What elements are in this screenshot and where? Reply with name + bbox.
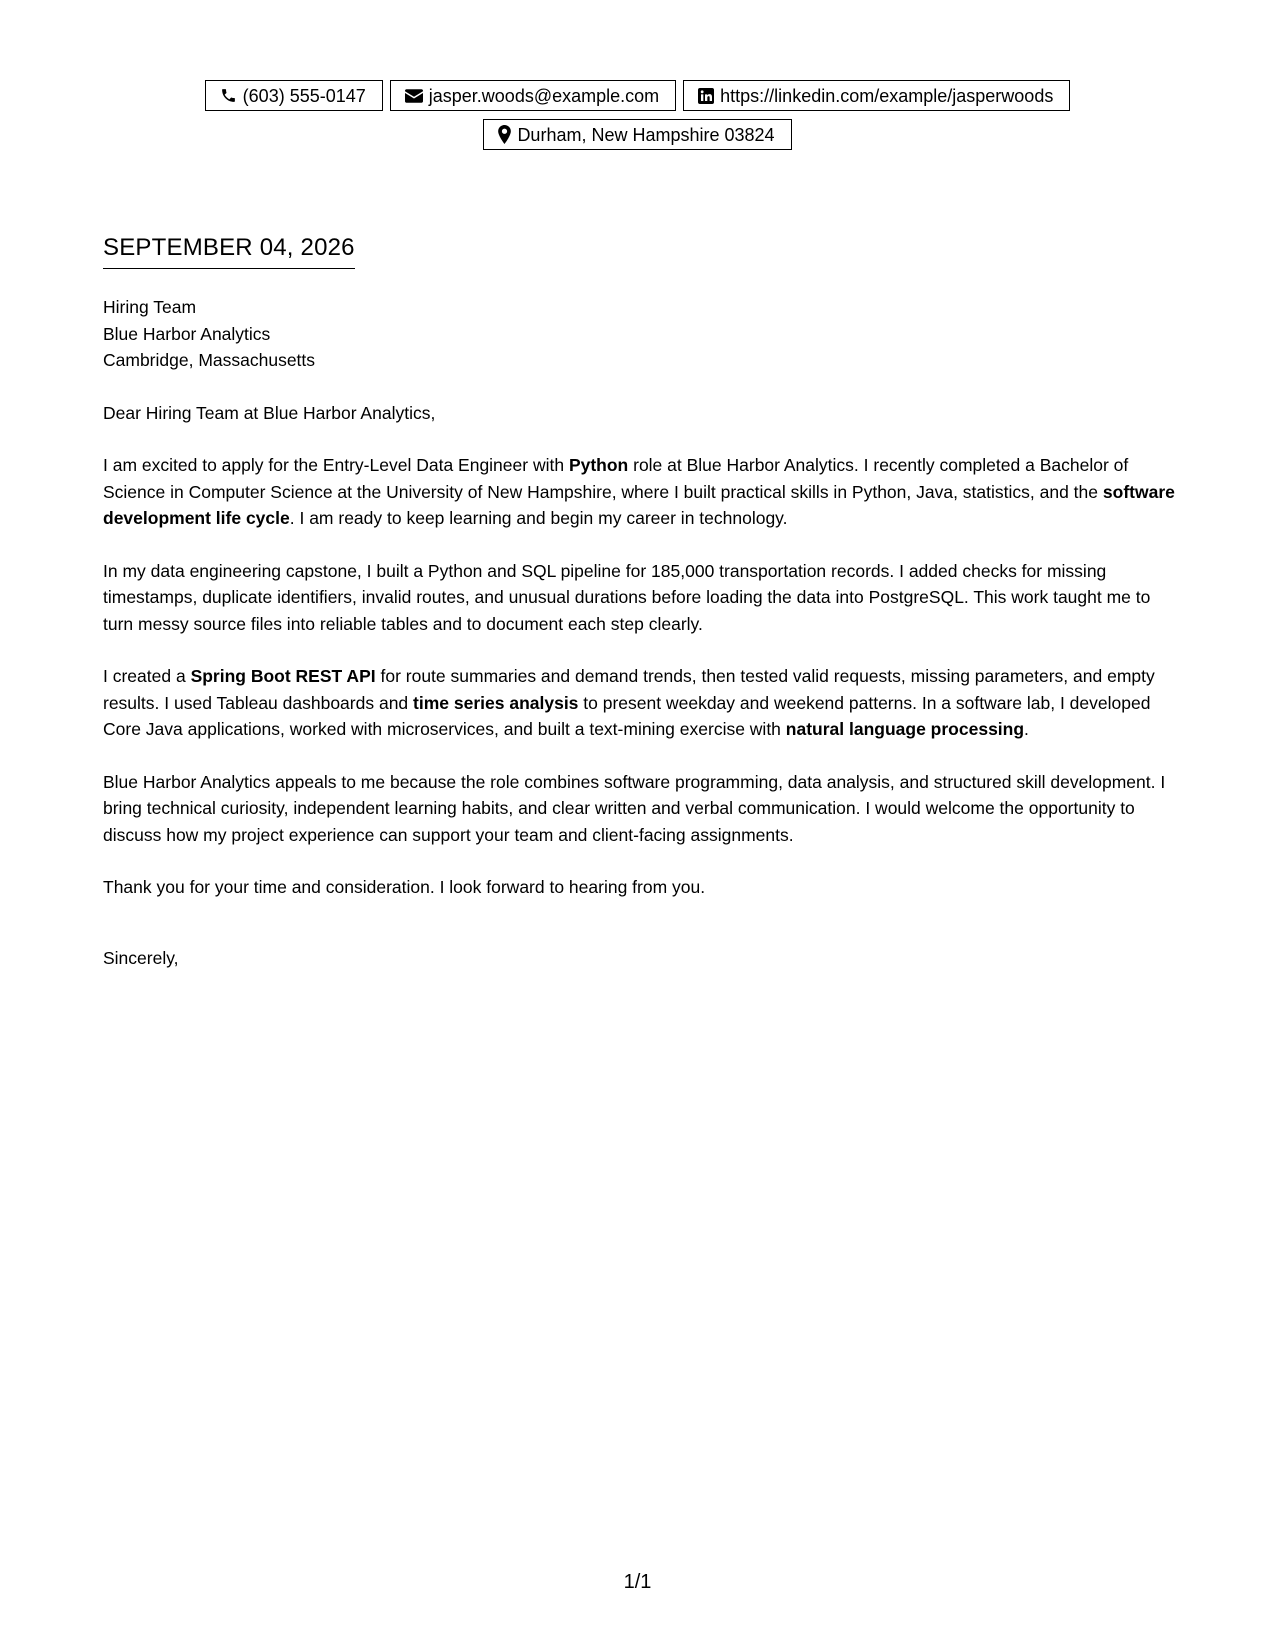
location-chip[interactable] (483, 119, 791, 150)
linkedin-chip[interactable] (683, 80, 1070, 111)
linkedin-icon (698, 88, 714, 104)
closing-paragraph (103, 874, 1183, 901)
emphasis-text: software development life cycle (103, 481, 1175, 528)
recipient-line: Blue Harbor Analytics (103, 323, 271, 344)
paragraph-text: I am excited to apply for the Entry-Level Data Engineer with (103, 455, 569, 475)
envelope-icon (405, 89, 423, 103)
map-marker-icon (498, 125, 511, 144)
recipient-line: Cambridge, Massachusetts (103, 350, 316, 370)
paragraph-text: for route summaries and demand trends, then tested valid requests, missing parameters, and empty results. I used Tableau dashboards and (103, 666, 1155, 713)
letter-date: SEPTEMBER 04, 2026 (103, 236, 355, 269)
body-paragraph (103, 769, 1183, 849)
contact-header (0, 80, 1275, 150)
page-number: 1/1 (623, 1571, 652, 1593)
phone-text: (603) 555-0147 (242, 85, 366, 106)
recipient-address (103, 294, 1183, 374)
body-paragraph (103, 452, 1183, 532)
paragraph-text: . (1024, 719, 1029, 739)
paragraph-text: to present weekday and weekend patterns. In a software lab, I developed Core Java applications, worked with microservices, and built a text-mining exercise with (103, 692, 1151, 739)
phone-icon (220, 87, 237, 104)
salutation: Dear Hiring Team at Blue Harbor Analytics, (103, 402, 436, 423)
phone-chip[interactable] (205, 80, 383, 111)
recipient-line: Hiring Team (103, 297, 197, 317)
email-text: jasper.woods@example.com (428, 85, 660, 106)
contact-row-primary (205, 80, 1071, 111)
paragraph-text: In my data engineering capstone, I built a Python and SQL pipeline for 185,000 transportation records. I added checks for missing timestamps, duplicate identifiers, invalid routes, and unusual durations before loading the data into PostgreSQL. This work taught me to turn messy source files into reliable tables and to document each step clearly. (103, 560, 1151, 634)
paragraph-text: role at Blue Harbor Analytics. I recently completed a Bachelor of Science in Computer Science at the University of New Hampshire, where I built practical skills in Python, Java, statistics, and the (103, 455, 1129, 502)
paragraph-text: Thank you for your time and consideration. I look forward to hearing from you. (103, 877, 706, 897)
emphasis-text: Spring Boot REST API (190, 666, 376, 686)
email-chip[interactable] (390, 80, 676, 111)
paragraph-text: . I am ready to keep learning and begin my career in technology. (289, 508, 788, 528)
emphasis-text: time series analysis (413, 692, 579, 713)
paragraph-text: I created a (103, 666, 191, 686)
paragraph-text: Blue Harbor Analytics appeals to me because the role combines software programming, data analysis, and structured skill development. I bring technical curiosity, independent learning habits, and clear written and verbal communication. I would welcome the opportunity to discuss how my project experience can support your team and client-facing assignments. (103, 771, 1166, 845)
emphasis-text: Python (568, 455, 629, 475)
location-text: Durham, New Hampshire 03824 (517, 124, 775, 145)
signoff: Sincerely, (103, 947, 179, 968)
body-paragraph (103, 663, 1183, 743)
contact-row-secondary (483, 119, 791, 150)
emphasis-text: natural language processing (785, 719, 1025, 739)
linkedin-text: https://linkedin.com/example/jasperwoods (720, 85, 1054, 106)
body-paragraph (103, 558, 1183, 638)
letter-body (103, 294, 1183, 971)
